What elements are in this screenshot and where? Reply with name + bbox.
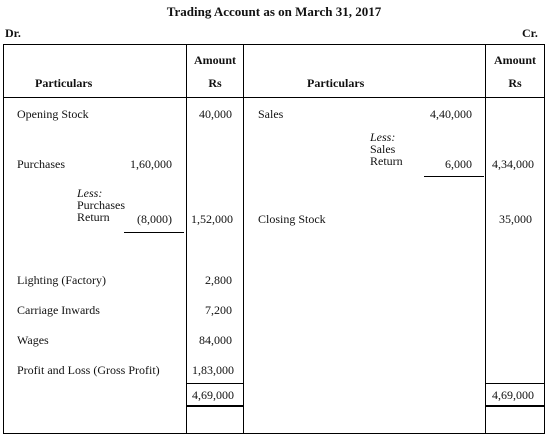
sales-gross-amount: 4,40,000 bbox=[430, 107, 472, 121]
debit-total-top-rule bbox=[187, 383, 243, 384]
debit-amount-header: Amount bbox=[193, 53, 236, 67]
credit-side-label: Cr. bbox=[522, 26, 538, 40]
sales-return-line2: Return bbox=[370, 154, 403, 168]
credit-amount-header: Amount bbox=[493, 53, 536, 67]
purchases-subtotal-rule bbox=[124, 232, 184, 233]
purchases-return-amount: (8,000) bbox=[137, 212, 172, 226]
sales-return-block bbox=[370, 131, 403, 167]
lighting-amount: 2,800 bbox=[205, 273, 232, 287]
sales-return-line1: Sales bbox=[370, 142, 396, 156]
debit-total-bottom-rule bbox=[187, 405, 243, 407]
center-divider bbox=[243, 44, 244, 434]
table-bottom-border bbox=[3, 433, 545, 434]
closing-stock-amount: 35,000 bbox=[499, 212, 532, 226]
purchases-return-line1: Purchases bbox=[77, 198, 125, 212]
page-title: Trading Account as on March 31, 2017 bbox=[166, 4, 382, 19]
purchases-less-label: Less: bbox=[77, 186, 103, 200]
header-bottom-border bbox=[3, 97, 545, 98]
debit-rs-header: Rs bbox=[208, 76, 222, 90]
table-top-border bbox=[3, 44, 545, 45]
purchases-gross-amount: 1,60,000 bbox=[130, 157, 172, 171]
debit-particulars-header: Particulars bbox=[35, 76, 93, 90]
purchases-net-amount: 1,52,000 bbox=[191, 212, 233, 226]
sales-net-amount: 4,34,000 bbox=[492, 157, 534, 171]
carriage-amount: 7,200 bbox=[205, 303, 232, 317]
purchases-label: Purchases bbox=[17, 157, 65, 171]
carriage-label: Carriage Inwards bbox=[17, 303, 100, 317]
closing-stock-label: Closing Stock bbox=[258, 212, 326, 226]
credit-particulars-header: Particulars bbox=[307, 76, 365, 90]
sales-subtotal-rule bbox=[424, 176, 484, 177]
credit-total-amount: 4,69,000 bbox=[492, 388, 534, 402]
wages-amount: 84,000 bbox=[199, 333, 232, 347]
opening-stock-label: Opening Stock bbox=[17, 107, 89, 121]
sales-return-amount: 6,000 bbox=[445, 157, 472, 171]
gross-profit-amount: 1,83,000 bbox=[192, 363, 234, 377]
wages-label: Wages bbox=[17, 333, 49, 347]
sales-label: Sales bbox=[258, 107, 284, 121]
debit-total-amount: 4,69,000 bbox=[192, 388, 234, 402]
credit-total-top-rule bbox=[486, 383, 544, 384]
sales-less-label: Less: bbox=[370, 130, 396, 144]
debit-side-label: Dr. bbox=[5, 26, 21, 40]
purchases-return-line2: Return bbox=[77, 210, 110, 224]
left-border bbox=[3, 44, 4, 434]
gross-profit-label: Profit and Loss (Gross Profit) bbox=[17, 363, 160, 377]
opening-stock-amount: 40,000 bbox=[199, 107, 232, 121]
right-border bbox=[544, 44, 545, 434]
credit-rs-header: Rs bbox=[508, 76, 522, 90]
credit-amount-divider bbox=[485, 44, 486, 434]
lighting-label: Lighting (Factory) bbox=[17, 273, 106, 287]
credit-total-bottom-rule bbox=[486, 405, 544, 407]
